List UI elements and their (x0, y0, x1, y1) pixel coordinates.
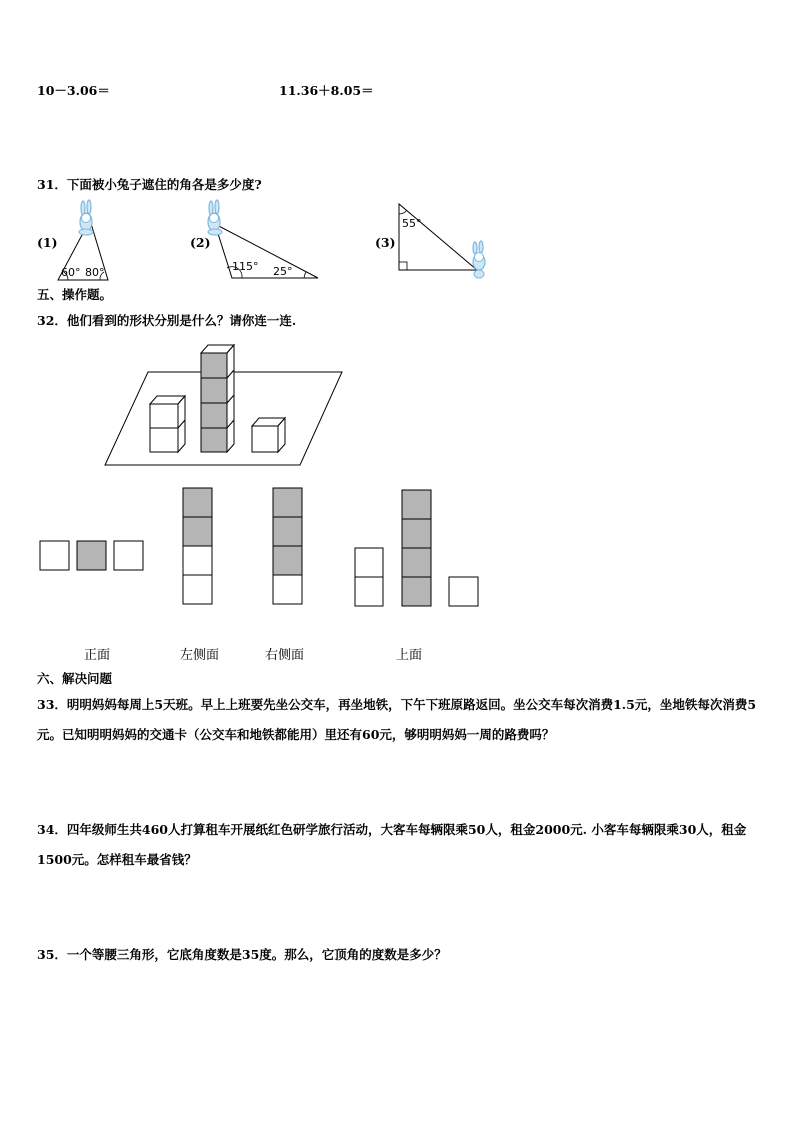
q31-fig3-angle-a: 55° (402, 217, 422, 230)
option-group (355, 490, 478, 606)
q31-fig1-angle-b: 80° (85, 266, 105, 279)
q34-text: 34．四年级师生共460人打算租车开展纸红色研学旅行活动，大客车每辆限乘50人，租金2000元. 小客车每辆限乘30人，租金1500元。怎样租车最省钱？ (37, 822, 747, 867)
cube-arrangement-figure (100, 340, 350, 470)
triangle-figure-3 (395, 200, 495, 282)
q35-text: 35．一个等腰三角形，它底角度数是35度。那么，它顶角的度数是多少？ (37, 947, 447, 962)
bunny-icon (473, 241, 485, 278)
q31-text: 31．下面被小兔子遮住的角各是多少度? (37, 177, 262, 192)
view-label-right: 右侧面 (265, 648, 305, 663)
calc-expr-1: 10－3.06＝ (37, 83, 110, 98)
left-cube-stack (150, 396, 185, 452)
view-options-figure (38, 486, 483, 610)
bunny-icon (208, 200, 222, 235)
view-label-top: 上面 (396, 648, 423, 663)
section5-title: 五、操作题。 (37, 287, 113, 302)
q31-fig2-label: (2) (190, 235, 211, 250)
q31-fig3-label: (3) (375, 235, 396, 250)
bunny-icon (79, 200, 93, 235)
triangle-figure-2 (200, 198, 325, 284)
q31-fig1-label: (1) (37, 235, 58, 250)
view-label-front: 正面 (84, 648, 111, 663)
option-column-b (273, 488, 302, 604)
q31-fig1-angle-a: 60° (61, 266, 81, 279)
q31-fig2-angle-a: 115° (232, 260, 259, 273)
option-column-a (183, 488, 212, 604)
view-label-left: 左侧面 (180, 648, 220, 663)
q31-fig2-angle-b: 25° (273, 265, 293, 278)
tall-cube-stack (201, 345, 234, 452)
triangle-figure-1 (50, 198, 120, 284)
section6-title: 六、解决问题 (37, 671, 113, 686)
single-cube (252, 418, 285, 452)
option-three-row (40, 541, 143, 570)
q32-text: 32．他们看到的形状分别是什么？请你连一连. (37, 313, 297, 328)
q33-text: 33．明明妈妈每周上5天班。早上上班要先坐公交车，再坐地铁，下午下班原路返回。坐公交车每次消费1.5元，坐地铁每次消费5元。已知明明妈妈的交通卡（公交车和地铁都能用）里还有60元，够明明妈妈一周的路费吗？ (37, 697, 757, 742)
calc-expr-2: 11.36＋8.05＝ (279, 83, 374, 98)
